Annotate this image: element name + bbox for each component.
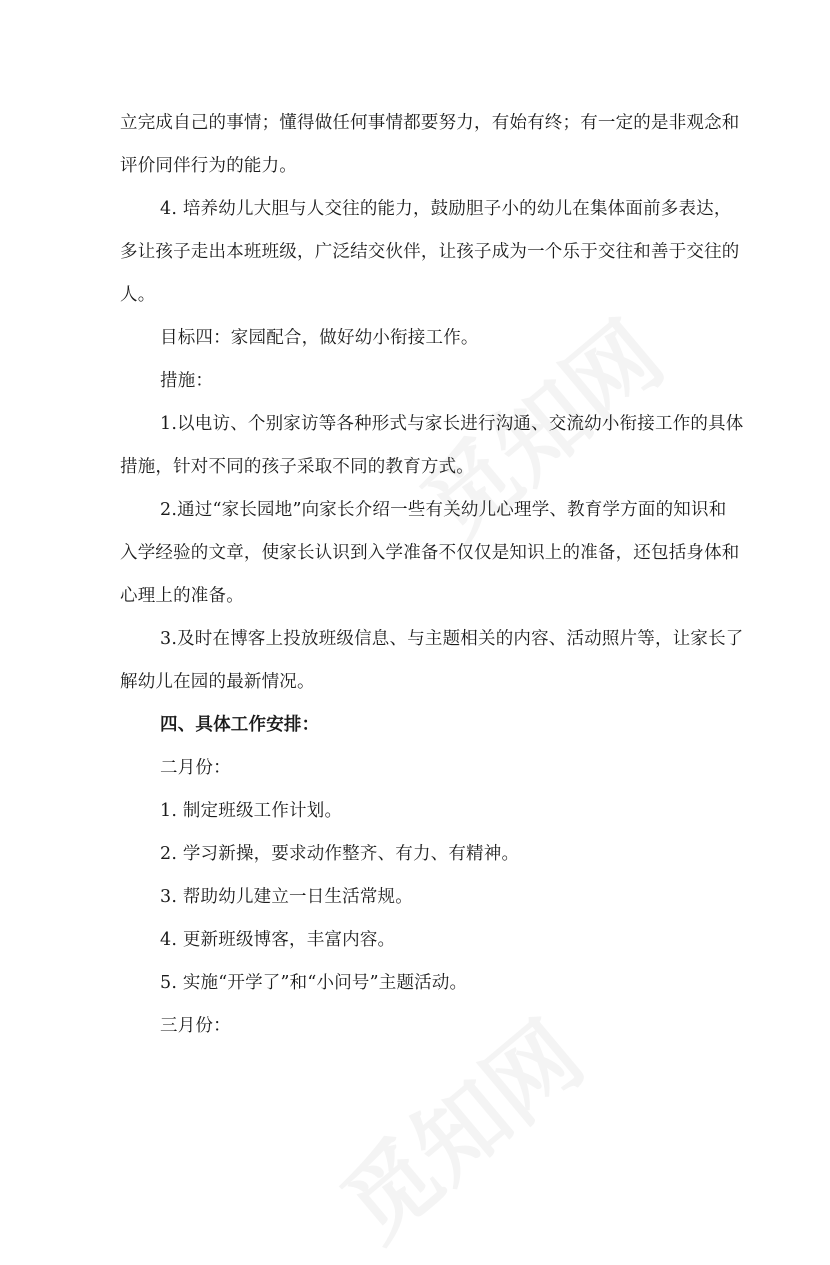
list-item: 1. 制定班级工作计划。 xyxy=(160,801,343,821)
watermark xyxy=(310,987,606,1265)
text-line: 4. 培养幼儿大胆与人交往的能力，鼓励胆子小的幼儿在集体面前多表达， xyxy=(160,199,732,219)
section-heading: 目标四：家园配合，做好幼小衔接工作。 xyxy=(160,328,479,348)
text-line: 入学经验的文章，使家长认识到入学准备不仅仅是知识上的准备，还包括身体和 xyxy=(120,543,740,563)
text-line: 评价同伴行为的能力。 xyxy=(120,156,297,176)
list-item: 4. 更新班级博客，丰富内容。 xyxy=(160,930,396,950)
text-line: 2.通过“家长园地”向家长介绍一些有关幼儿心理学、教育学方面的知识和 xyxy=(160,500,727,520)
text-line: 措施，针对不同的孩子采取不同的教育方式。 xyxy=(120,457,474,477)
text-line: 心理上的准备。 xyxy=(120,586,244,606)
text-line: 3.及时在博客上投放班级信息、与主题相关的内容、活动照片等，让家长了 xyxy=(160,629,744,649)
list-item: 5. 实施“开学了”和“小问号”主题活动。 xyxy=(160,973,468,993)
text-line: 人。 xyxy=(120,285,156,305)
month-label: 二月份： xyxy=(160,758,231,778)
list-item: 2. 学习新操，要求动作整齐、有力、有精神。 xyxy=(160,844,520,864)
month-label: 三月份： xyxy=(160,1016,231,1036)
text-line: 多让孩子走出本班班级，广泛结交伙伴，让孩子成为一个乐于交往和善于交往的 xyxy=(120,242,740,262)
text-line: 措施： xyxy=(160,371,214,391)
text-line: 立完成自己的事情；懂得做任何事情都要努力，有始有终；有一定的是非观念和 xyxy=(120,113,740,133)
section-heading: 四、具体工作安排： xyxy=(160,715,320,735)
text-line: 解幼儿在园的最新情况。 xyxy=(120,672,315,692)
list-item: 3. 帮助幼儿建立一日生活常规。 xyxy=(160,887,413,907)
text-line: 1.以电访、个别家访等各种形式与家长进行沟通、交流幼小衔接工作的具体 xyxy=(160,414,744,434)
